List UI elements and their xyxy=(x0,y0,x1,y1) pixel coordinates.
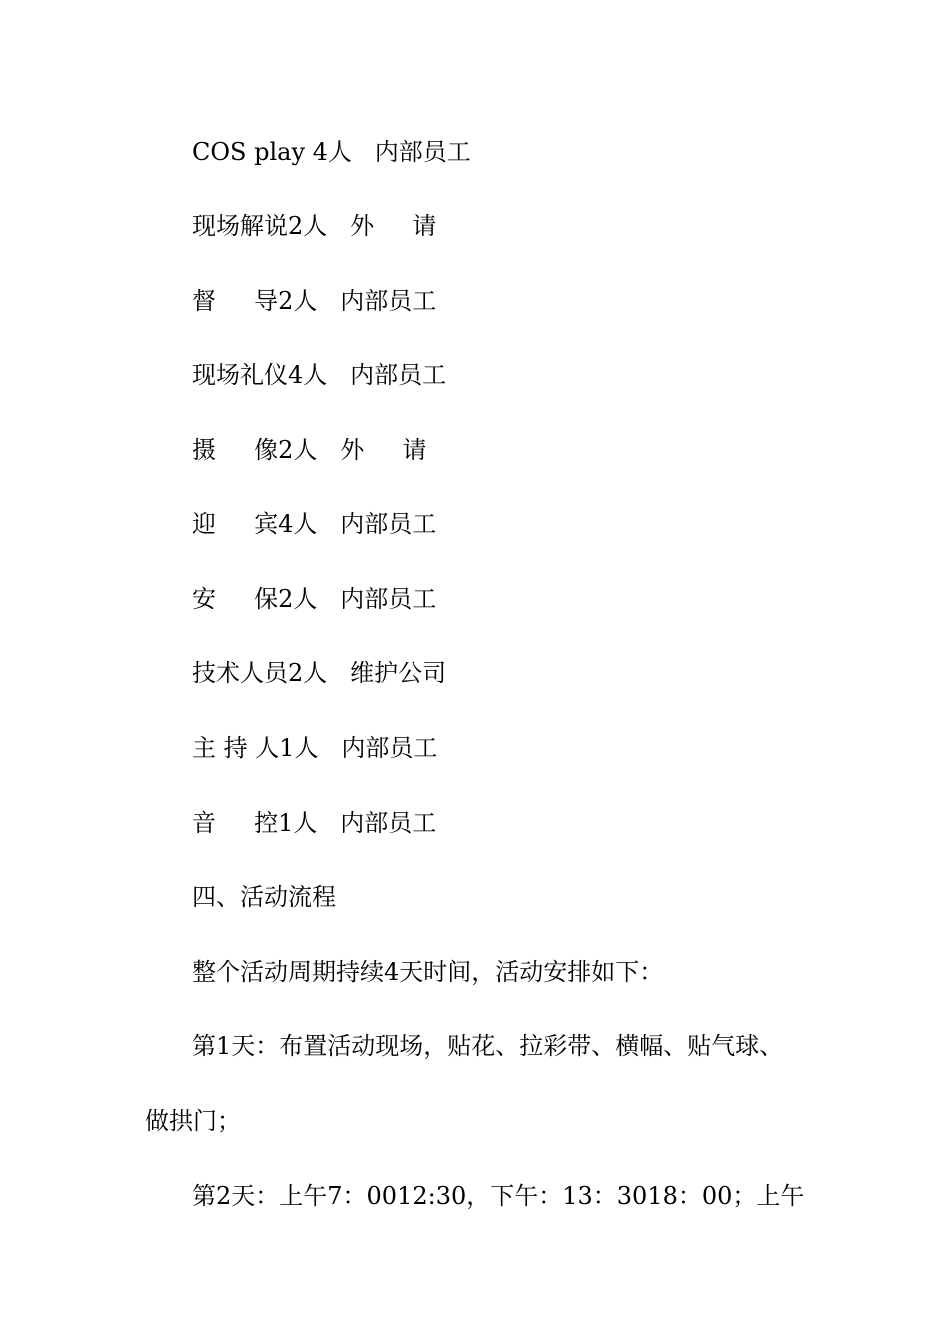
staff-line: 安 保2人 内部员工 xyxy=(192,585,437,613)
day2-paragraph-line1: 第2天：上午7：0012:30，下午：13：3018：00；上午 xyxy=(192,1182,805,1210)
staff-line: 督 导2人 内部员工 xyxy=(192,287,437,315)
intro-paragraph: 整个活动周期持续4天时间，活动安排如下： xyxy=(192,958,664,986)
staff-line: 音 控1人 内部员工 xyxy=(192,809,437,837)
staff-line: 摄 像2人 外 请 xyxy=(192,436,427,464)
staff-line: COS play 4人 内部员工 xyxy=(192,138,471,166)
staff-line: 现场礼仪4人 内部员工 xyxy=(192,361,447,389)
staff-line: 现场解说2人 外 请 xyxy=(192,212,437,240)
staff-line: 技术人员2人 维护公司 xyxy=(192,659,447,687)
day1-paragraph-line1: 第1天：布置活动现场，贴花、拉彩带、横幅、贴气球、 xyxy=(192,1032,784,1060)
section-heading: 四、活动流程 xyxy=(192,883,336,911)
staff-line: 主 持 人1人 内部员工 xyxy=(192,734,438,762)
staff-line: 迎 宾4人 内部员工 xyxy=(192,510,437,538)
day1-paragraph-line2: 做拱门； xyxy=(145,1107,241,1135)
